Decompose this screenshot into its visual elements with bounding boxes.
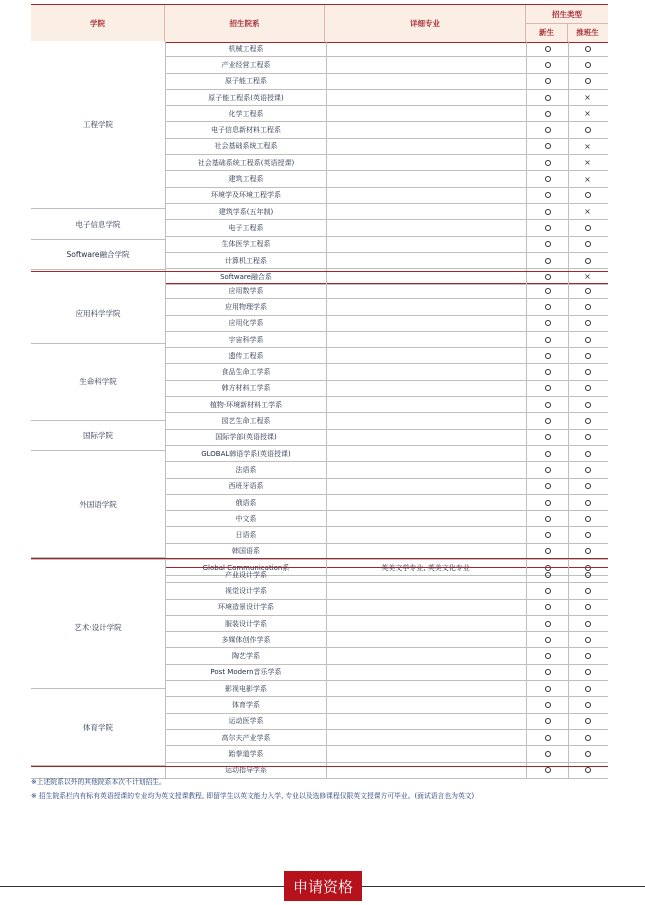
circle-icon — [545, 385, 551, 391]
transfer-student-mark — [567, 106, 608, 121]
detail-major — [325, 41, 526, 56]
new-student-mark — [526, 479, 569, 494]
circle-icon — [545, 402, 551, 408]
dept-name: Global Communication系 — [165, 560, 327, 575]
circle-icon — [545, 751, 551, 757]
transfer-student-mark — [567, 188, 608, 203]
circle-icon — [545, 225, 551, 231]
circle-icon — [545, 467, 551, 473]
transfer-student-mark — [567, 632, 608, 647]
new-student-mark — [526, 74, 569, 89]
circle-icon — [585, 532, 591, 538]
transfer-student-mark — [567, 730, 608, 745]
new-student-mark — [526, 697, 569, 712]
circle-icon — [545, 320, 551, 326]
circle-icon — [585, 451, 591, 457]
new-student-mark — [526, 632, 569, 647]
new-student-mark — [526, 397, 569, 412]
detail-major — [325, 316, 526, 331]
transfer-student-mark — [567, 220, 608, 235]
new-student-mark — [526, 57, 569, 72]
dept-name: 跆拳道学系 — [165, 746, 327, 761]
dept-name: 国际学部(英语授课) — [165, 430, 327, 445]
detail-major — [325, 583, 526, 598]
circle-icon — [545, 241, 551, 247]
circle-icon — [545, 176, 551, 182]
detail-major: 英美文学专业, 英美文化专业 — [381, 563, 470, 572]
circle-icon — [545, 500, 551, 506]
dept-name: 多媒体创作学系 — [165, 632, 327, 647]
college-name: 生命科学院 — [31, 344, 165, 421]
note-1: ※上述院系以外的其他院系本次不计划招生。 — [31, 778, 166, 786]
transfer-student-mark — [567, 332, 608, 347]
dept-name: 俄语系 — [165, 495, 327, 510]
transfer-student-mark — [567, 122, 608, 137]
group-bottom-rule — [31, 558, 608, 559]
detail-major — [325, 697, 526, 712]
circle-icon — [545, 111, 551, 117]
new-student-mark — [526, 106, 569, 121]
header-type: 招生类型 — [526, 5, 608, 24]
circle-icon — [545, 46, 551, 52]
circle-icon — [545, 767, 551, 773]
circle-icon — [585, 192, 591, 198]
transfer-student-mark — [567, 648, 608, 663]
circle-icon — [585, 258, 591, 264]
cross-icon: × — [584, 158, 591, 168]
detail-major — [325, 730, 526, 745]
dept-name: 高尔夫产业学系 — [165, 730, 327, 745]
transfer-student-mark — [567, 495, 608, 510]
circle-icon — [545, 434, 551, 440]
detail-major — [325, 746, 526, 761]
detail-major — [325, 57, 526, 72]
circle-icon — [545, 572, 551, 578]
circle-icon — [585, 241, 591, 247]
detail-major — [325, 446, 526, 461]
new-student-mark — [526, 253, 569, 268]
admission-table — [31, 4, 608, 43]
table-header — [31, 4, 608, 43]
detail-major — [325, 479, 526, 494]
dept-name: 体育学系 — [165, 697, 327, 712]
new-student-mark — [526, 714, 569, 729]
circle-icon — [585, 418, 591, 424]
college-name: 体育学院 — [31, 689, 165, 766]
cross-icon: × — [584, 272, 591, 282]
dept-name: 社会基础系统工程系 — [165, 139, 327, 154]
dept-name: 社会基础系统工程系(英语授课) — [165, 155, 327, 170]
detail-major — [325, 74, 526, 89]
detail-major — [325, 122, 526, 137]
transfer-student-mark — [567, 171, 608, 186]
new-student-mark — [526, 316, 569, 331]
circle-icon — [585, 385, 591, 391]
circle-icon — [545, 735, 551, 741]
transfer-student-mark — [567, 567, 608, 582]
transfer-student-mark — [567, 681, 608, 696]
dept-name: 应用化学系 — [165, 316, 327, 331]
circle-icon — [545, 483, 551, 489]
cross-icon: × — [584, 93, 591, 103]
detail-major — [325, 430, 526, 445]
dept-name: 应用物理学系 — [165, 299, 327, 314]
dept-name: 韩国语系 — [165, 544, 327, 559]
table-group — [31, 567, 608, 779]
new-student-mark — [526, 364, 569, 379]
circle-icon — [545, 353, 551, 359]
new-student-mark — [526, 527, 569, 542]
dept-name: 电子工程系 — [165, 220, 327, 235]
new-student-mark — [526, 283, 569, 298]
new-student-mark — [526, 237, 569, 252]
dept-name: 化学工程系 — [165, 106, 327, 121]
transfer-student-mark — [567, 381, 608, 396]
new-student-mark — [526, 583, 569, 598]
circle-icon — [585, 604, 591, 610]
cross-icon: × — [584, 207, 591, 217]
circle-icon — [585, 127, 591, 133]
detail-major — [325, 714, 526, 729]
college-name: 艺术·设计学院 — [31, 567, 165, 689]
circle-icon — [545, 143, 551, 149]
new-student-mark — [526, 220, 569, 235]
transfer-student-mark — [567, 348, 608, 363]
new-student-mark — [526, 332, 569, 347]
detail-major — [325, 220, 526, 235]
detail-major — [325, 648, 526, 663]
detail-major — [325, 681, 526, 696]
detail-major — [325, 188, 526, 203]
circle-icon — [585, 434, 591, 440]
circle-icon — [585, 751, 591, 757]
transfer-student-mark — [567, 697, 608, 712]
group-bottom-rule — [31, 766, 608, 767]
circle-icon — [585, 702, 591, 708]
new-student-mark — [526, 462, 569, 477]
dept-name: 运动指导学系 — [165, 763, 327, 778]
detail-major — [325, 299, 526, 314]
note-2: ※ 招生院系栏内有标有英语授课的专业均为英文授课教程, 即留学生以英文能力入学, 专业以及选修课程仅限英文授课方可毕业。(面试语言也为英文) — [31, 792, 475, 800]
dept-name: 中文系 — [165, 511, 327, 526]
new-student-mark — [526, 730, 569, 745]
dept-name: Software融合系 — [165, 269, 327, 284]
dept-name: 遗传工程系 — [165, 348, 327, 363]
circle-icon — [545, 369, 551, 375]
circle-icon — [545, 418, 551, 424]
circle-icon — [585, 62, 591, 68]
dept-name: 园艺生命工程系 — [165, 413, 327, 428]
new-student-mark — [526, 381, 569, 396]
new-student-mark — [526, 616, 569, 631]
circle-icon — [545, 718, 551, 724]
detail-major — [325, 237, 526, 252]
circle-icon — [585, 402, 591, 408]
circle-icon — [545, 516, 551, 522]
college-name: 国际学院 — [31, 421, 165, 452]
circle-icon — [545, 604, 551, 610]
dept-name: 服装设计学系 — [165, 616, 327, 631]
circle-icon — [585, 572, 591, 578]
detail-major — [325, 544, 526, 559]
dept-name: 环境造景设计学系 — [165, 600, 327, 615]
dept-name: 产业经营工程系 — [165, 57, 327, 72]
transfer-student-mark — [567, 74, 608, 89]
dept-name: 食品生命工学系 — [165, 364, 327, 379]
detail-major — [325, 139, 526, 154]
dept-name: 建筑学系(五年制) — [165, 204, 327, 219]
circle-icon — [585, 225, 591, 231]
transfer-student-mark — [567, 57, 608, 72]
circle-icon — [545, 274, 551, 280]
circle-icon — [585, 320, 591, 326]
circle-icon — [545, 588, 551, 594]
circle-icon — [585, 548, 591, 554]
dept-name: 机械工程系 — [165, 41, 327, 56]
circle-icon — [545, 304, 551, 310]
transfer-student-mark — [567, 511, 608, 526]
header-college: 学院 — [31, 5, 165, 42]
circle-icon — [545, 451, 551, 457]
circle-icon — [545, 548, 551, 554]
circle-icon — [545, 288, 551, 294]
transfer-student-mark — [567, 583, 608, 598]
circle-icon — [545, 621, 551, 627]
detail-major — [325, 567, 526, 582]
college-name: 应用科学学院 — [31, 283, 165, 344]
detail-major — [325, 381, 526, 396]
transfer-student-mark — [567, 714, 608, 729]
detail-major — [325, 632, 526, 647]
transfer-student-mark — [567, 446, 608, 461]
college-name: Software融合学院 — [31, 240, 165, 271]
college-name: 工程学院 — [31, 41, 165, 209]
dept-name: 建筑工程系 — [165, 171, 327, 186]
detail-major — [325, 204, 526, 219]
new-student-mark — [526, 41, 569, 56]
circle-icon — [585, 767, 591, 773]
transfer-student-mark — [567, 527, 608, 542]
transfer-student-mark — [567, 397, 608, 412]
detail-major — [325, 106, 526, 121]
new-student-mark — [526, 763, 569, 778]
dept-name: 应用数学系 — [165, 283, 327, 298]
detail-major — [325, 665, 526, 680]
circle-icon — [545, 192, 551, 198]
transfer-student-mark — [567, 413, 608, 428]
detail-major — [325, 348, 526, 363]
dept-name: 西班牙语系 — [165, 479, 327, 494]
transfer-student-mark — [567, 41, 608, 56]
cross-icon: × — [584, 174, 591, 184]
header-new: 新生 — [526, 23, 568, 42]
table-group — [31, 283, 608, 576]
transfer-student-mark — [567, 155, 608, 170]
circle-icon — [585, 467, 591, 473]
dept-name: 原子能工程系(英语授课) — [165, 90, 327, 105]
circle-icon — [585, 735, 591, 741]
circle-icon — [545, 62, 551, 68]
table-group — [31, 41, 608, 285]
detail-major — [325, 155, 526, 170]
circle-icon — [585, 500, 591, 506]
dept-name: 视觉设计学系 — [165, 583, 327, 598]
detail-major — [325, 171, 526, 186]
circle-icon — [585, 304, 591, 310]
circle-icon — [585, 718, 591, 724]
footer-divider-left — [0, 886, 284, 887]
circle-icon — [585, 78, 591, 84]
circle-icon — [545, 702, 551, 708]
detail-major — [325, 364, 526, 379]
header-type-group — [526, 5, 608, 42]
footer-divider-right — [362, 886, 645, 887]
detail-major — [325, 397, 526, 412]
new-student-mark — [526, 139, 569, 154]
dept-name: 陶艺学系 — [165, 648, 327, 663]
group-bottom-rule — [31, 271, 608, 272]
circle-icon — [585, 588, 591, 594]
transfer-student-mark — [567, 430, 608, 445]
header-rec: 推班生 — [576, 28, 599, 37]
dept-name: Post Modern音乐学系 — [165, 665, 327, 680]
circle-icon — [545, 209, 551, 215]
new-student-mark — [526, 681, 569, 696]
dept-name: 宇宙科学系 — [165, 332, 327, 347]
new-student-mark — [526, 544, 569, 559]
dept-name: 产业设计学系 — [165, 567, 327, 582]
transfer-student-mark — [567, 479, 608, 494]
new-student-mark — [526, 746, 569, 761]
header-dept: 招生院系 — [165, 5, 325, 42]
dept-name: 原子能工程系 — [165, 74, 327, 89]
new-student-mark — [526, 430, 569, 445]
transfer-student-mark — [567, 763, 608, 778]
transfer-student-mark — [567, 665, 608, 680]
circle-icon — [545, 258, 551, 264]
detail-major — [325, 495, 526, 510]
transfer-student-mark — [567, 746, 608, 761]
detail-major — [325, 763, 526, 778]
dept-name: 生体医学工程系 — [165, 237, 327, 252]
dept-name: 计算机工程系 — [165, 253, 327, 268]
new-student-mark — [526, 155, 569, 170]
college-name: 电子信息学院 — [31, 209, 165, 240]
transfer-student-mark — [567, 139, 608, 154]
detail-major — [325, 462, 526, 477]
transfer-student-mark — [567, 364, 608, 379]
circle-icon — [545, 337, 551, 343]
new-student-mark — [526, 188, 569, 203]
new-student-mark — [526, 299, 569, 314]
detail-major — [325, 527, 526, 542]
dept-name: 环境学及环境工程学系 — [165, 188, 327, 203]
circle-icon — [545, 127, 551, 133]
circle-icon — [585, 353, 591, 359]
new-student-mark — [526, 446, 569, 461]
transfer-student-mark — [567, 316, 608, 331]
detail-major — [325, 511, 526, 526]
new-student-mark — [526, 600, 569, 615]
new-student-mark — [526, 171, 569, 186]
circle-icon — [585, 686, 591, 692]
circle-icon — [585, 483, 591, 489]
detail-major — [325, 90, 526, 105]
transfer-student-mark — [567, 237, 608, 252]
new-student-mark — [526, 348, 569, 363]
circle-icon — [585, 369, 591, 375]
header-major: 详细专业 — [325, 5, 526, 42]
circle-icon — [585, 46, 591, 52]
circle-icon — [585, 653, 591, 659]
dept-name: 影视电影学系 — [165, 681, 327, 696]
transfer-student-mark — [567, 90, 608, 105]
detail-major — [325, 413, 526, 428]
transfer-student-mark — [567, 462, 608, 477]
dept-name: 韩方材料工学系 — [165, 381, 327, 396]
footer-section-badge: 申请资格 — [284, 871, 362, 901]
dept-name: GLOBAL韩语学系(英语授课) — [165, 446, 327, 461]
new-student-mark — [526, 122, 569, 137]
circle-icon — [545, 669, 551, 675]
new-student-mark — [526, 495, 569, 510]
new-student-mark — [526, 204, 569, 219]
dept-name: 运动医学系 — [165, 714, 327, 729]
circle-icon — [585, 621, 591, 627]
dept-name: 植物·环境新材料工学系 — [165, 397, 327, 412]
new-student-mark — [526, 413, 569, 428]
dept-name: 电子信息新材料工程系 — [165, 122, 327, 137]
transfer-student-mark — [567, 544, 608, 559]
detail-major — [325, 616, 526, 631]
circle-icon — [585, 337, 591, 343]
new-student-mark — [526, 567, 569, 582]
circle-icon — [585, 516, 591, 522]
circle-icon — [545, 532, 551, 538]
new-student-mark — [526, 90, 569, 105]
transfer-student-mark — [567, 616, 608, 631]
transfer-student-mark — [567, 600, 608, 615]
dept-name: 法语系 — [165, 462, 327, 477]
circle-icon — [585, 288, 591, 294]
circle-icon — [585, 637, 591, 643]
circle-icon — [545, 637, 551, 643]
circle-icon — [545, 686, 551, 692]
cross-icon: × — [584, 109, 591, 119]
new-student-mark — [526, 648, 569, 663]
detail-major — [325, 332, 526, 347]
circle-icon — [545, 160, 551, 166]
college-name: 外国语学院 — [31, 451, 165, 558]
transfer-student-mark — [567, 283, 608, 298]
cross-icon: × — [584, 141, 591, 151]
new-student-mark — [526, 511, 569, 526]
circle-icon — [545, 653, 551, 659]
detail-major — [325, 253, 526, 268]
circle-icon — [545, 95, 551, 101]
transfer-student-mark — [567, 299, 608, 314]
detail-major — [325, 600, 526, 615]
circle-icon — [585, 669, 591, 675]
transfer-student-mark — [567, 253, 608, 268]
dept-name: 日语系 — [165, 527, 327, 542]
new-student-mark — [526, 665, 569, 680]
transfer-student-mark — [567, 204, 608, 219]
circle-icon — [545, 78, 551, 84]
detail-major — [325, 283, 526, 298]
